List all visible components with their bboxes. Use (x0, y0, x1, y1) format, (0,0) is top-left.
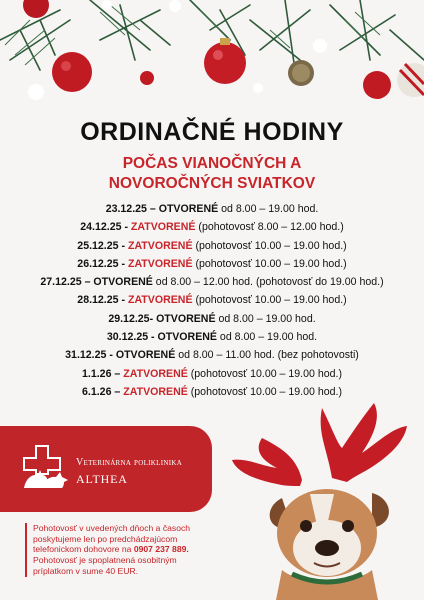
schedule-row (0, 273, 424, 291)
schedule-status: OTVORENÉ (115, 349, 176, 362)
emergency-note (25, 523, 243, 577)
schedule-status: OTVORENÉ (156, 312, 216, 325)
schedule-details: od 8.00 – 19.00 hod. (215, 312, 316, 325)
schedule-separator: - (118, 239, 128, 252)
schedule-date: 25.12.25 (77, 239, 119, 252)
schedule-details: (pohotovosť 10.00 – 19.00 hod.) (192, 257, 347, 270)
schedule-date: 1.1.26 (82, 367, 112, 380)
schedule-status: OTVORENÉ (157, 331, 217, 344)
schedule-date: 23.12.25 (105, 203, 147, 215)
schedule-separator: - (118, 294, 128, 307)
bulldog-reindeer-image (222, 398, 424, 600)
schedule-separator: – (81, 276, 94, 289)
schedule-row (0, 200, 424, 218)
schedule-details: (pohotovosť 10.00 – 19.00 hod.) (187, 385, 342, 398)
schedule-row (0, 328, 424, 346)
phone-number[interactable]: 0907 237 889. (133, 544, 189, 555)
clinic-name: Veterinárna poliklinika (76, 457, 183, 468)
note-line: príplatkom v sume 40 EUR. (33, 565, 139, 576)
schedule-row (0, 346, 424, 364)
holiday-schedule (0, 200, 424, 401)
note-line (33, 544, 243, 555)
page-title: ORDINAČNÉ HODINY (80, 118, 344, 146)
schedule-separator: - (149, 312, 157, 325)
schedule-status: OTVORENÉ (93, 276, 153, 289)
schedule-date: 29.12.25 (108, 312, 150, 325)
schedule-separator: – (146, 203, 159, 215)
schedule-details: (pohotovosť 10.00 – 19.00 hod.) (187, 367, 342, 380)
schedule-details: od 8.00 – 11.00 hod. (bez pohotovosti) (175, 349, 359, 362)
schedule-separator: - (121, 221, 131, 234)
subtitle-line-1: POČAS VIANOČNÝCH A (122, 155, 302, 172)
schedule-status: ZATVORENÉ (127, 294, 193, 307)
schedule-details: od 8.00 – 12.00 hod. (pohotovosť do 19.00 hod.) (152, 276, 384, 289)
schedule-row (0, 218, 424, 236)
schedule-row (0, 237, 424, 255)
note-line: Pohotovosť v uvedených dňoch a časoch (33, 523, 191, 533)
schedule-row (0, 310, 424, 328)
schedule-date: 26.12.25 (77, 257, 119, 270)
schedule-date: 30.12.25 (106, 331, 149, 344)
christmas-garland-decoration (0, 0, 424, 110)
schedule-details: od 8.00 – 19.00 hod. (216, 331, 318, 344)
clinic-brand: ALTHEA (76, 472, 128, 486)
schedule-status: ZATVORENÉ (130, 221, 196, 234)
cross-cat-dog-logo-icon (18, 444, 70, 492)
schedule-status: OTVORENÉ (158, 203, 219, 215)
schedule-date: 27.12.25 (40, 276, 82, 289)
schedule-status: ZATVORENÉ (123, 367, 188, 380)
schedule-details: (pohotovosť 8.00 – 12.00 hod.) (195, 221, 344, 234)
note-text: telefonickom dohovore na (33, 544, 134, 555)
schedule-separator: - (148, 331, 158, 344)
note-line: Pohotovosť je spoplatnená osobitným (33, 555, 177, 566)
schedule-separator: – (111, 385, 124, 398)
schedule-details: (pohotovosť 10.00 – 19.00 hod.) (192, 239, 347, 252)
note-line: poskytujeme len po predchádzajúcom (33, 533, 178, 544)
schedule-row (0, 255, 424, 273)
clinic-banner (0, 426, 212, 512)
schedule-row (0, 365, 424, 383)
schedule-row (0, 291, 424, 309)
schedule-separator: - (106, 349, 116, 362)
schedule-date: 31.12.25 (65, 349, 107, 362)
schedule-date: 6.1.26 (82, 385, 112, 398)
schedule-status: ZATVORENÉ (127, 239, 193, 252)
schedule-details: od 8.00 – 19.00 hod. (218, 203, 319, 215)
schedule-separator: – (111, 367, 124, 380)
schedule-status: ZATVORENÉ (123, 385, 188, 398)
schedule-date: 24.12.25 (80, 221, 122, 234)
schedule-status: ZATVORENÉ (127, 257, 193, 270)
schedule-date: 28.12.25 (77, 294, 119, 307)
subtitle-line-2: NOVOROČNÝCH SVIATKOV (108, 175, 316, 192)
schedule-separator: - (118, 257, 128, 270)
page-subtitle (0, 154, 424, 194)
schedule-details: (pohotovosť 10.00 – 19.00 hod.) (192, 294, 347, 307)
